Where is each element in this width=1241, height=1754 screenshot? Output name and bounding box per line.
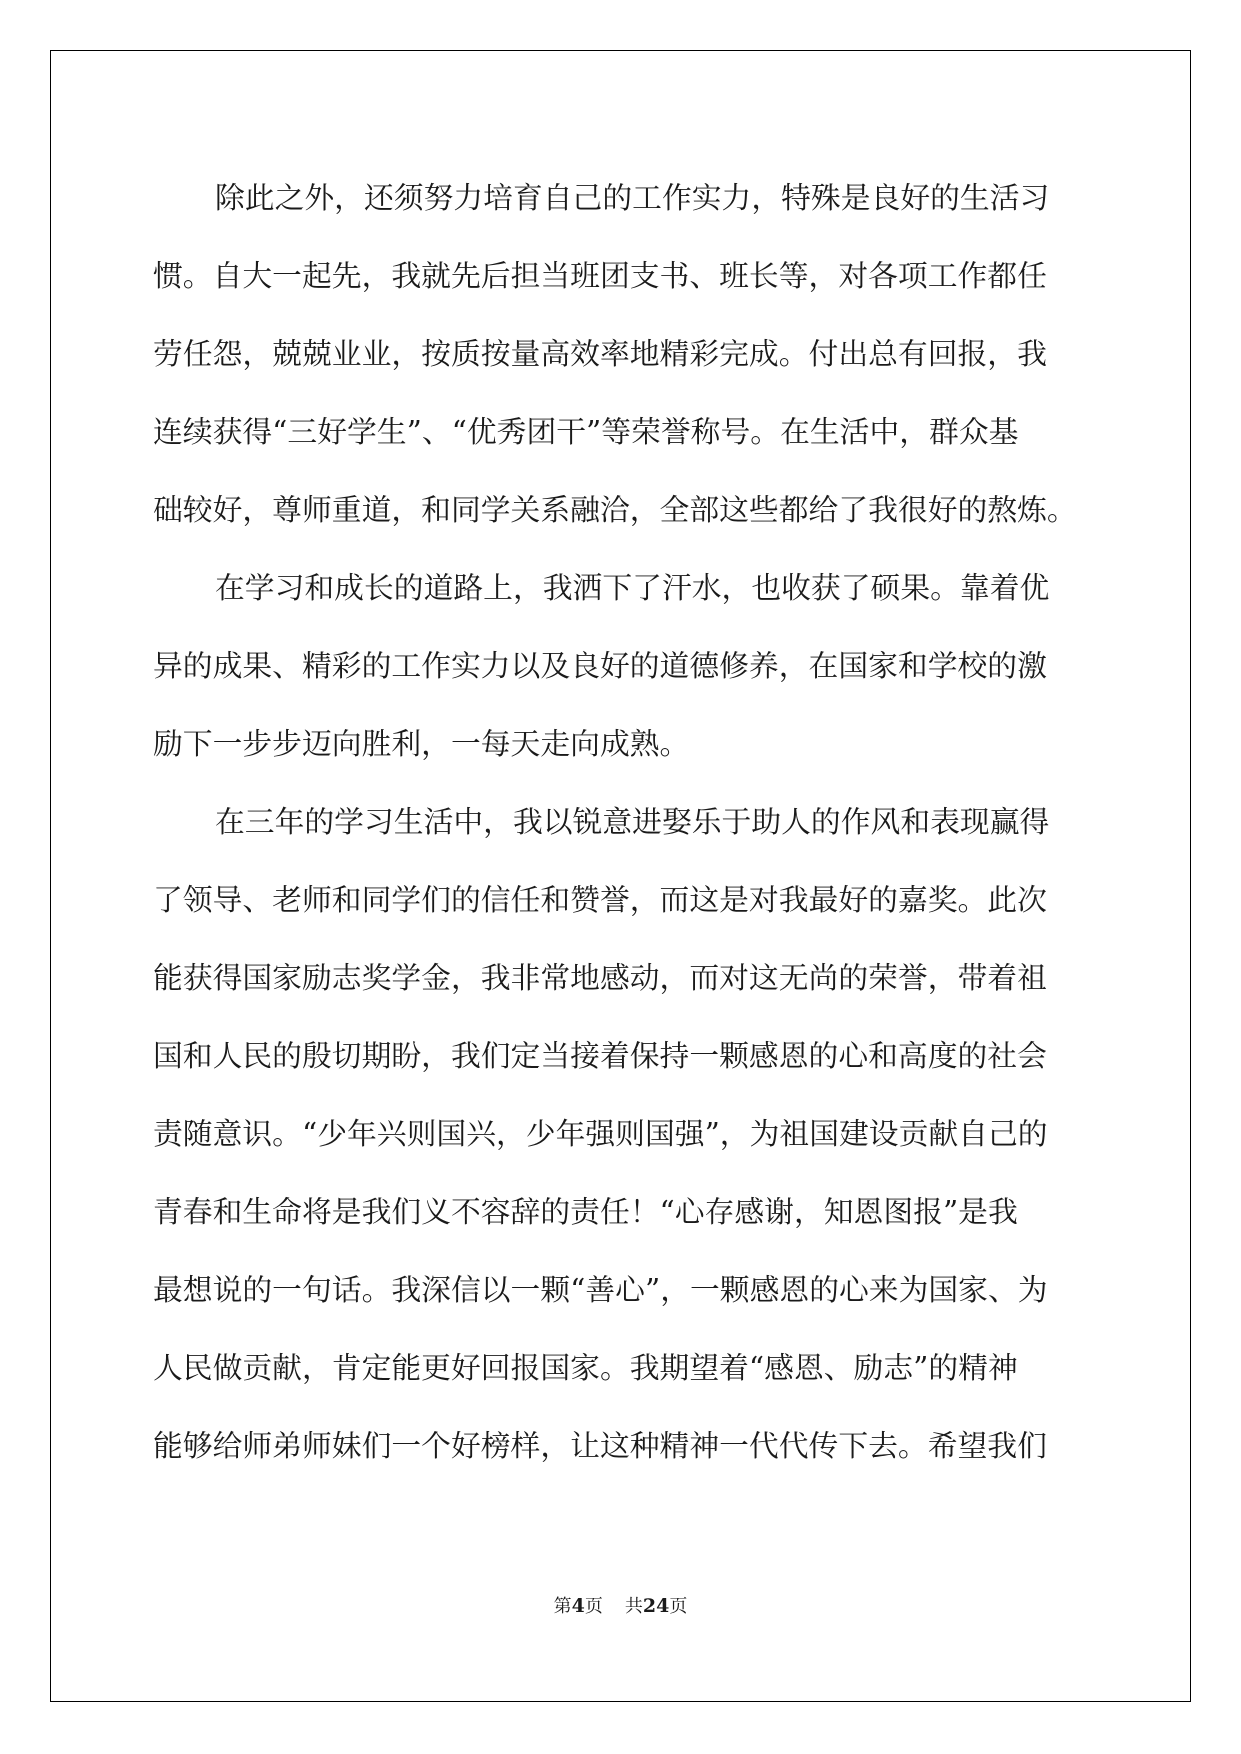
paragraph-line: 能获得国家励志奖学金，我非常地感动，而对这无尚的荣誉，带着祖 [153,961,1047,996]
paragraph-line: 责随意识。“少年兴则国兴，少年强则国强”，为祖国建设贡献自己的 [153,1117,1048,1152]
paragraph-line: 连续获得“三好学生”、“优秀团干”等荣誉称号。在生活中，群众基 [153,415,1019,450]
paragraph-line: 励下一步步迈向胜利，一每天走向成熟。 [153,727,690,762]
paragraph-line: 劳任怨，兢兢业业，按质按量高效率地精彩完成。付出总有回报，我 [153,337,1047,372]
footer-page-word: 页 [584,1596,603,1617]
document-body [153,160,1098,1486]
footer-total-prefix: 共 [624,1596,643,1617]
paragraph-line: 在三年的学习生活中，我以锐意进娶乐于助人的作风和表现赢得 [215,805,1050,840]
footer-total-suffix: 页 [669,1596,688,1617]
current-page-number: 4 [571,1595,585,1617]
paragraph-line: 惯。自大一起先，我就先后担当班团支书、班长等，对各项工作都任 [153,259,1047,294]
paragraph-line: 在学习和成长的道路上，我洒下了汗水，也收获了硕果。靠着优 [215,571,1050,606]
paragraph-line: 国和人民的殷切期盼，我们定当接着保持一颗感恩的心和高度的社会 [153,1039,1047,1074]
paragraph-line: 除此之外，还须努力培育自己的工作实力，特殊是良好的生活习 [215,181,1050,216]
total-pages-number: 24 [642,1595,670,1617]
paragraph-line: 最想说的一句话。我深信以一颗“善心”，一颗感恩的心来为国家、为 [153,1273,1048,1308]
paragraph-line: 异的成果、精彩的工作实力以及良好的道德修养，在国家和学校的激 [153,649,1047,684]
paragraph-line: 了领导、老师和同学们的信任和赞誉，而这是对我最好的嘉奖。此次 [153,883,1047,918]
paragraph-line: 础较好，尊师重道，和同学关系融洽，全部这些都给了我很好的熬炼。 [153,493,1077,528]
page-footer [0,1594,1241,1619]
paragraph-line: 人民做贡献，肯定能更好回报国家。我期望着“感恩、励志”的精神 [153,1351,1018,1386]
paragraph-line: 能够给师弟师妹们一个好榜样，让这种精神一代代传下去。希望我们 [153,1429,1047,1464]
paragraph-line: 青春和生命将是我们义不容辞的责任！“心存感谢，知恩图报”是我 [153,1195,1018,1230]
footer-prefix: 第 [553,1596,572,1617]
